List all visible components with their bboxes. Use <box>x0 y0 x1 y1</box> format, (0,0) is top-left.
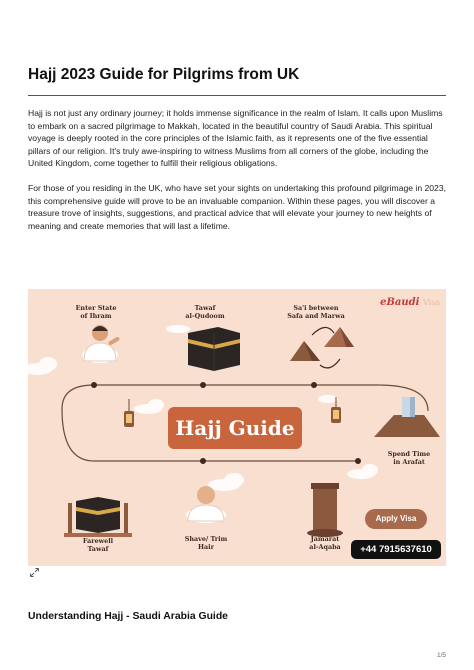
arafat-hill-icon <box>374 397 440 437</box>
title-divider <box>28 95 446 96</box>
step-label-jamarat: Jamarat al-Aqaba <box>309 535 341 551</box>
brand-suffix: Visa <box>422 298 440 307</box>
step-label-sai: Sa'i between Safa and Marwa <box>287 304 345 320</box>
apply-visa-button[interactable]: Apply Visa <box>365 509 427 529</box>
hajj-guide-badge: Hajj Guide <box>168 407 302 449</box>
brand-logo <box>380 297 440 308</box>
step-label-arafat: Spend Time in Arafat <box>387 450 431 466</box>
step-label-tawaf-qudoom: Tawaf al-Qudoom <box>185 304 225 320</box>
page-title: Hajj 2023 Guide for Pilgrims from UK <box>28 66 300 83</box>
intro-paragraph-1: Hajj is not just any ordinary journey; it holds immense significance in the realm of Islam. It calls upon Muslims to embark on a sacred pilgrimage to Makkah, located in the beautiful country of Saudi Arabia. This spiritual voyage is deeply rooted in the core principles of the Islamic faith, as it represents one of the five essential pillars of our religion. It's truly awe-inspiring to witness Muslims from all corners of the globe, including the United Kingdom, come together to fulfill their religious obligations. <box>28 108 443 169</box>
section-heading: Understanding Hajj - Saudi Arabia Guide <box>28 611 228 622</box>
page-number: 1/5 <box>436 652 446 659</box>
expand-icon[interactable] <box>30 568 39 577</box>
step-label-farewell: Farewell Tawaf <box>82 537 114 553</box>
hajj-guide-infographic <box>28 289 446 566</box>
step-label-shave: Shave/ Trim Hair <box>184 535 228 551</box>
brand-name: eBaudi <box>380 297 420 308</box>
jamarat-pillar-icon <box>307 483 343 537</box>
intro-paragraph-2: For those of you residing in the UK, who have set your sights on undertaking this profound pilgrimage in 2023, this comprehensive guide will prove to be an invaluable companion. Within these pages, you will discover a treasure trove of insights, suggestions, and practical advice that will elevate your journey to new heights of meaning and create memories that will last a lifetime. <box>28 183 446 231</box>
tent-icon <box>290 327 354 368</box>
step-label-ihram: Enter State of Ihram <box>75 304 117 320</box>
phone-number[interactable]: +44 7915637610 <box>351 540 441 559</box>
shaved-pilgrim-icon <box>186 486 226 523</box>
farewell-kaaba-icon <box>64 497 132 537</box>
kaaba-icon <box>188 327 240 371</box>
pilgrim-icon <box>82 325 120 363</box>
